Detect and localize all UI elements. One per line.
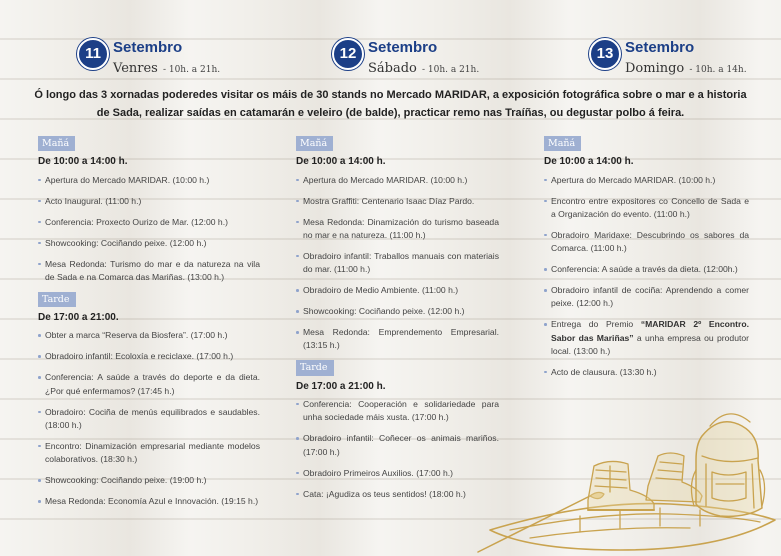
- afternoon-list: [38, 329, 260, 508]
- list-item: Conferencia: Cooperación e solidariedade para unha sociedade máis xusta. (17:00 h.): [296, 398, 499, 425]
- afternoon-time: De 17:00 a 21:00 h.: [296, 380, 386, 392]
- list-item: Mesa Redonda: Dinamización do turismo baseada no mar e na natureza. (11:00 h.): [296, 216, 499, 243]
- list-item: Encontro entre expositores co Concello de Sada e a Organización do evento. (11:00 h.): [544, 195, 749, 222]
- morning-time: De 10:00 a 14:00 h.: [544, 156, 634, 168]
- kayak-boots-backpack-illustration: [470, 400, 781, 556]
- day-subtitle: [368, 57, 479, 76]
- list-item: Obradoiro infantil: Ecoloxía e reciclaxe. (17:00 h.): [38, 350, 260, 363]
- morning-label: Mañá: [544, 136, 581, 151]
- intro-line: Ó longo das 3 xornadas poderedes visitar os máis de 30 stands no Mercado MARIDAR, a exposición fotográfica sobre o mar e a historia: [34, 89, 747, 101]
- morning-time: De 10:00 a 14:00 h.: [38, 156, 128, 168]
- award-title: “MARIDAR 2º Encontro. Sabor das Mariñas”: [551, 319, 749, 343]
- schedule-column-friday: [38, 136, 260, 516]
- list-item: Obradoiro infantil: Coñecer os animais mariños. (17:00 h.): [296, 432, 499, 459]
- list-item: Mesa Redonda: Emprendemento Empresarial. (13:15 h.): [296, 326, 499, 353]
- day-hours: - 10h. a 14h.: [689, 65, 747, 75]
- list-item: Obradoiro: Cociña de menús equilibrados e saudables. (18:00 h.): [38, 406, 260, 433]
- morning-list: [544, 174, 749, 380]
- morning-time: De 10:00 a 14:00 h.: [296, 156, 386, 168]
- morning-label: Mañá: [38, 136, 75, 151]
- afternoon-list: [296, 398, 499, 501]
- day-weekday: Domingo: [625, 61, 685, 76]
- day-subtitle: [113, 57, 220, 76]
- list-item: Conferencia: Proxecto Ourizo de Mar. (12:00 h.): [38, 216, 260, 229]
- day-month: Setembro: [113, 39, 183, 56]
- morning-list: [296, 174, 499, 353]
- schedule-column-sunday: [544, 136, 749, 387]
- day-hours: - 10h. a 21h.: [421, 65, 480, 75]
- list-item: Mesa Redonda: Turismo do mar e da natureza na vila de Sada e na Comarca das Mariñas. (13:00 h.): [38, 258, 260, 285]
- list-item: Acto Inaugural. (11:00 h.): [38, 195, 260, 208]
- list-item: Apertura do Mercado MARIDAR. (10:00 h.): [38, 174, 260, 187]
- list-item: Showcooking: Cociñando peixe. (19:00 h.): [38, 474, 260, 487]
- day-weekday: Sábado: [368, 61, 417, 76]
- list-item: Cata: ¡Agudiza os teus sentidos! (18:00 h.): [296, 488, 499, 501]
- list-item: Showcooking: Cociñando peixe. (12:00 h.): [38, 237, 260, 250]
- list-item: Apertura do Mercado MARIDAR. (10:00 h.): [296, 174, 499, 187]
- day-month: Setembro: [368, 39, 438, 56]
- intro-line: de Sada, realizar saídas en catamarán e veleiro (de balde), practicar remo nas Traíñas, ou degustar polbo á feira.: [96, 107, 685, 119]
- list-item: Conferencia: A saúde a través do deporte e da dieta. ¿Por qué enfermamos? (17:45 h.): [38, 371, 260, 398]
- award-pre: Entrega do Premio: [551, 319, 641, 330]
- day-number-badge: 12: [332, 38, 364, 70]
- list-item: Mesa Redonda: Economía Azul e Innovación. (19:15 h.): [38, 495, 260, 508]
- list-item: Obradoiro infantil: Traballos manuais con materiais do mar. (11:00 h.): [296, 250, 499, 277]
- morning-list: [38, 174, 260, 285]
- list-item: Obradoiro infantil de cociña: Aprendendo a comer peixe. (12:00 h.): [544, 284, 749, 311]
- award-post: a unha empresa ou produtor local. (13:00 h.): [551, 332, 749, 356]
- list-item: Obradoiro Maridaxe: Descubrindo os sabores da Comarca. (11:00 h.): [544, 229, 749, 256]
- day-subtitle: [625, 57, 747, 76]
- list-item: Apertura do Mercado MARIDAR. (10:00 h.): [544, 174, 749, 187]
- list-item: Obradoiro de Medio Ambiente. (11:00 h.): [296, 284, 499, 297]
- day-weekday: Venres: [113, 61, 158, 76]
- afternoon-time: De 17:00 a 21:00.: [38, 312, 119, 324]
- afternoon-label: Tarde: [38, 292, 76, 307]
- afternoon-label: Tarde: [296, 360, 334, 375]
- list-item: Encontro: Dinamización empresarial mediante modelos colaborativos. (18:30 h.): [38, 440, 260, 467]
- intro-paragraph: [20, 86, 761, 122]
- list-item: Mostra Graffiti: Centenario Isaac Díaz Pardo.: [296, 195, 499, 208]
- list-item: Obter a marca “Reserva da Biosfera”. (17:00 h.): [38, 329, 260, 342]
- schedule-column-saturday: [296, 136, 499, 509]
- day-number-badge: 13: [589, 38, 621, 70]
- list-item: Showcooking: Cociñando peixe. (12:00 h.): [296, 305, 499, 318]
- list-item: Conferencia: A saúde a través da dieta. (12:00h.): [544, 263, 749, 276]
- list-item-award: [544, 318, 749, 358]
- day-hours: - 10h. a 21h.: [162, 65, 221, 75]
- morning-label: Mañá: [296, 136, 333, 151]
- list-item: Obradoiro Primeiros Auxilios. (17:00 h.): [296, 467, 499, 480]
- day-month: Setembro: [625, 39, 695, 56]
- day-number-badge: 11: [77, 38, 109, 70]
- list-item: Acto de clausura. (13:30 h.): [544, 366, 749, 379]
